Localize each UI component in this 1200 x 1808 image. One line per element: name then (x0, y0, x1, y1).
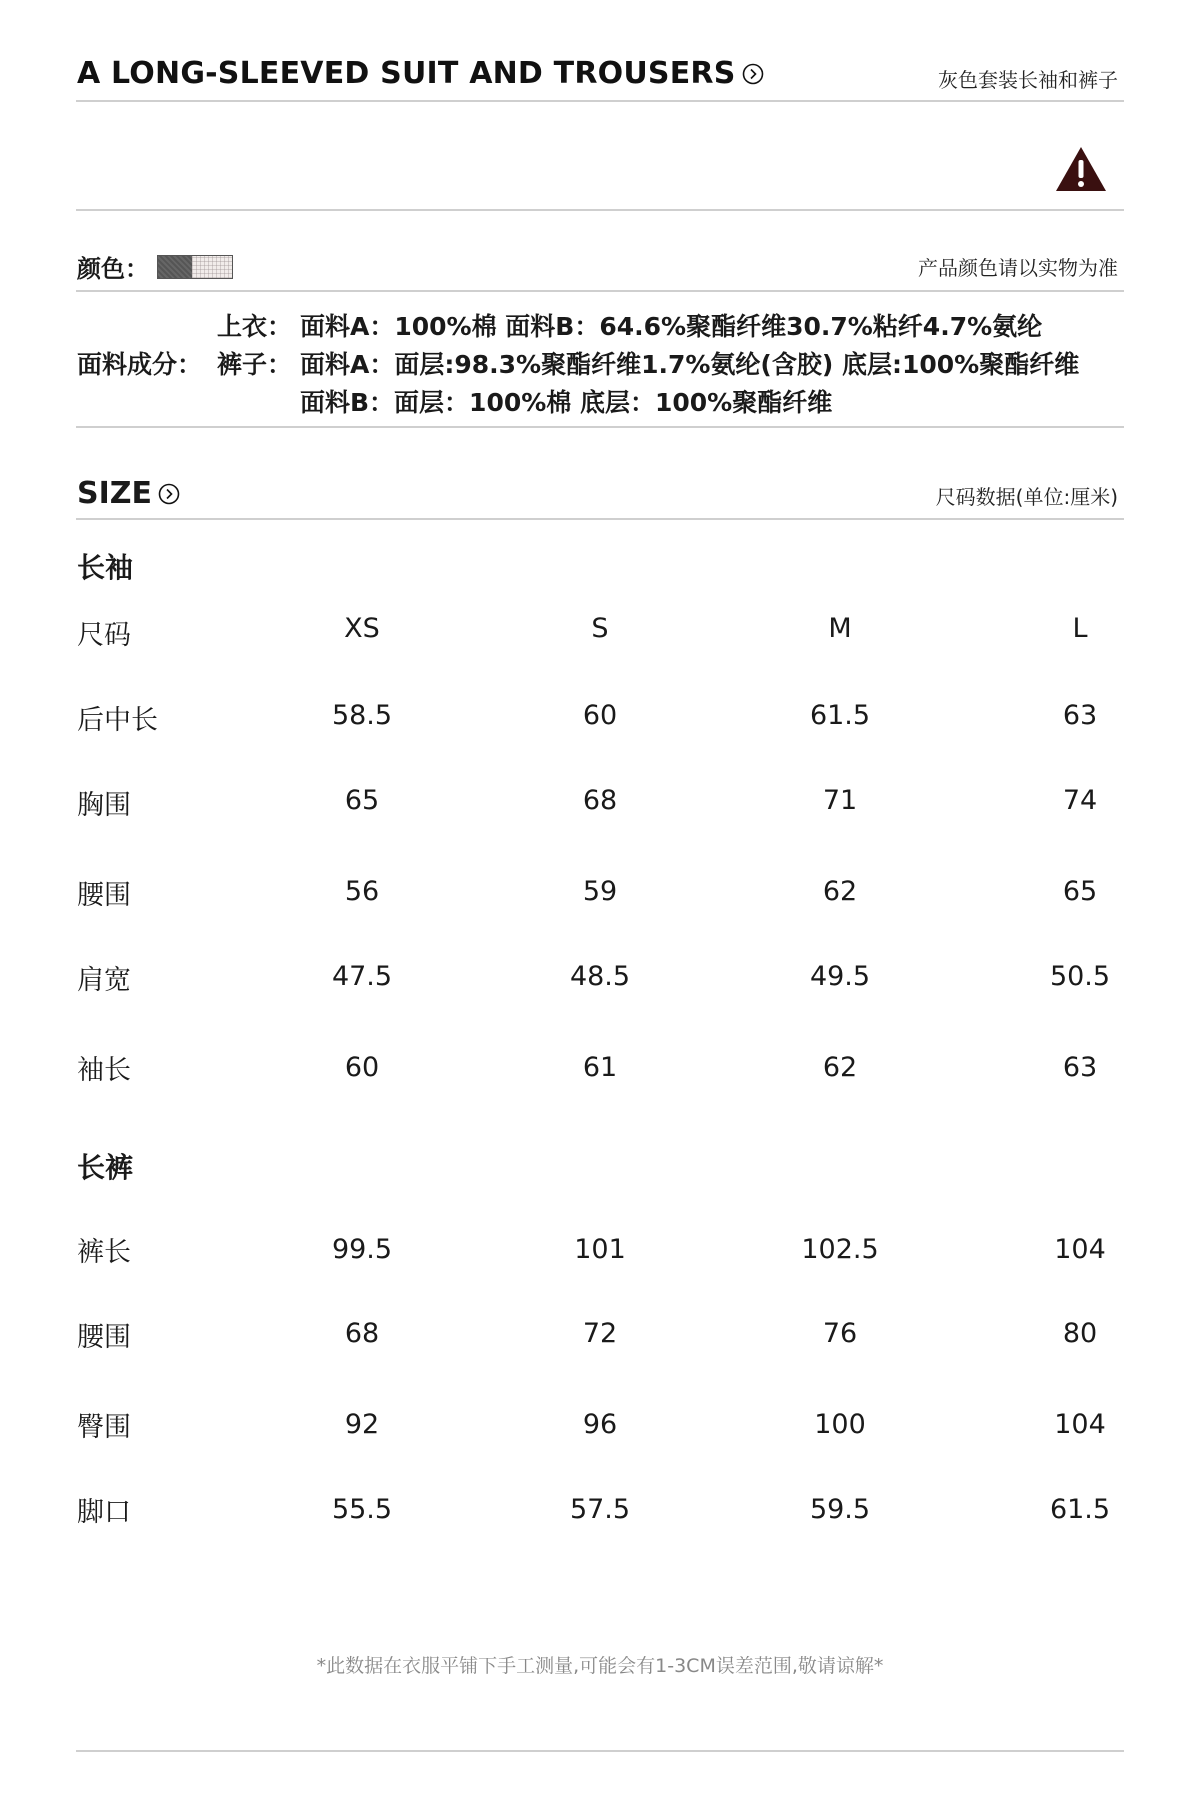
table-cell: 96 (582, 1409, 618, 1440)
measurement-note: *此数据在衣服平铺下手工测量,可能会有1-3CM误差范围,敬请谅解* (316, 1655, 884, 1677)
divider (76, 290, 1124, 292)
table-cell: 100 (814, 1409, 866, 1440)
size-header-xs: XS (344, 613, 380, 644)
fabric-top-label: 上衣： (217, 312, 293, 341)
table-cell: 104 (1054, 1234, 1106, 1265)
table-cell: 55.5 (331, 1494, 393, 1525)
color-swatch[interactable] (157, 255, 233, 279)
fabric-pants-text-a: 面料A：面层:98.3%聚酯纤维1.7%氨纶(含胶) 底层:100%聚酯纤维 (300, 350, 1080, 379)
table-cell: 61 (582, 1052, 618, 1083)
size-header-l: L (1072, 613, 1088, 644)
color-note: 产品颜色请以实物为准 (918, 256, 1118, 280)
table-cell: 62 (822, 1052, 858, 1083)
table-cell: 58.5 (331, 700, 393, 731)
row-label-leg-opening: 脚口 (77, 1497, 131, 1528)
divider (76, 209, 1124, 211)
row-label-trouser-length: 裤长 (77, 1237, 131, 1268)
table-cell: 57.5 (569, 1494, 631, 1525)
color-row (77, 249, 233, 284)
size-header-s: S (591, 613, 609, 644)
table-cell: 101 (574, 1234, 626, 1265)
divider (76, 1750, 1124, 1752)
table-cell: 61.5 (1049, 1494, 1111, 1525)
row-label-sleeve-length: 袖长 (77, 1055, 131, 1086)
table-cell: 59 (582, 876, 618, 907)
size-title-row (77, 476, 180, 511)
table-cell: 99.5 (331, 1234, 393, 1265)
table-cell: 47.5 (331, 961, 393, 992)
table-cell: 65 (1062, 876, 1098, 907)
table-cell: 72 (582, 1318, 618, 1349)
table-cell: 68 (582, 785, 618, 816)
table-cell: 62 (822, 876, 858, 907)
section-long-sleeve: 长袖 (77, 551, 134, 584)
size-header-label: 尺码 (77, 620, 131, 651)
table-cell: 104 (1054, 1409, 1106, 1440)
table-cell: 76 (822, 1318, 858, 1349)
table-cell: 50.5 (1049, 961, 1111, 992)
row-label-chest: 胸围 (77, 790, 131, 821)
table-cell: 102.5 (801, 1234, 879, 1265)
table-cell: 60 (582, 700, 618, 731)
table-cell: 63 (1062, 700, 1098, 731)
table-cell: 59.5 (809, 1494, 871, 1525)
divider (76, 426, 1124, 428)
table-cell: 65 (344, 785, 380, 816)
swatch-light (192, 256, 232, 278)
divider (76, 100, 1124, 102)
table-cell: 61.5 (809, 700, 871, 731)
size-header-m: M (828, 613, 852, 644)
circle-chevron-right-icon[interactable] (158, 483, 180, 505)
fabric-pants-text-b: 面料B：面层：100%棉 底层：100%聚酯纤维 (300, 388, 833, 417)
table-cell: 48.5 (569, 961, 631, 992)
row-label-back-length: 后中长 (77, 705, 158, 736)
page-title: A LONG-SLEEVED SUIT AND TROUSERS (77, 56, 736, 91)
table-cell: 56 (344, 876, 380, 907)
table-cell: 74 (1062, 785, 1098, 816)
fabric-top-text: 面料A：100%棉 面料B：64.6%聚酯纤维30.7%粘纤4.7%氨纶 (300, 312, 1043, 341)
size-title: SIZE (77, 476, 153, 511)
warning-icon (1054, 145, 1108, 193)
table-cell: 49.5 (809, 961, 871, 992)
color-label: 颜色： (77, 255, 149, 283)
table-cell: 63 (1062, 1052, 1098, 1083)
section-trousers: 长裤 (77, 1151, 134, 1184)
table-cell: 68 (344, 1318, 380, 1349)
row-label-trouser-waist: 腰围 (77, 1322, 131, 1353)
fabric-label: 面料成分： (77, 350, 203, 379)
page-title-row (77, 56, 764, 91)
table-cell: 80 (1062, 1318, 1098, 1349)
table-cell: 92 (344, 1409, 380, 1440)
size-unit-note: 尺码数据(单位:厘米) (935, 485, 1118, 509)
table-cell: 71 (822, 785, 858, 816)
row-label-shoulder: 肩宽 (77, 965, 131, 996)
divider (76, 518, 1124, 520)
circle-chevron-right-icon[interactable] (742, 63, 764, 85)
row-label-hip: 臀围 (77, 1412, 131, 1443)
swatch-dark (158, 256, 192, 278)
fabric-pants-label: 裤子： (217, 350, 293, 379)
table-cell: 60 (344, 1052, 380, 1083)
row-label-waist: 腰围 (77, 880, 131, 911)
subtitle-cn: 灰色套装长袖和裤子 (938, 68, 1118, 92)
